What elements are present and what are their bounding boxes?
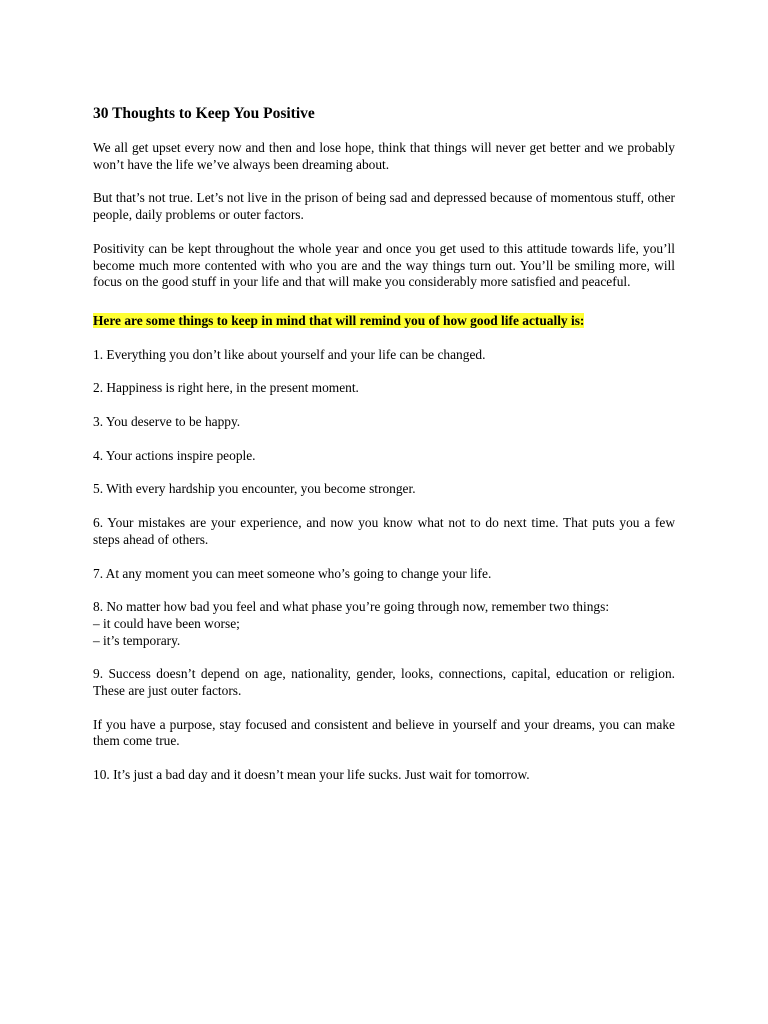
highlighted-text: Here are some things to keep in mind that will remind you of how good life actually is: xyxy=(93,312,585,328)
document-page xyxy=(93,104,675,801)
highlighted-lead-in xyxy=(93,313,675,330)
list-item-6: 6. Your mistakes are your experience, and now you know what not to do next time. That puts you a few steps ahead of others. xyxy=(93,515,675,547)
list-item-8-text: 8. No matter how bad you feel and what phase you’re going through now, remember two things: xyxy=(93,599,610,615)
list-item-8-subline-2: – it’s temporary. xyxy=(93,632,181,648)
list-item-4: 4. Your actions inspire people. xyxy=(93,447,256,463)
list-item-9-continuation: If you have a purpose, stay focused and consistent and believe in yourself and your dreams, you can make them come true. xyxy=(93,716,675,749)
list-item-9: 9. Success doesn’t depend on age, nationality, gender, looks, connections, capital, education or religion. These are just outer factors. xyxy=(93,666,675,699)
intro-paragraph-2: But that’s not true. Let’s not live in the prison of being sad and depressed because of momentous stuff, other people, daily problems or outer factors. xyxy=(93,190,675,223)
list-item-1: 1. Everything you don’t like about yourself and your life can be changed. xyxy=(93,346,486,362)
list-item-7: 7. At any moment you can meet someone who’s going to change your life. xyxy=(93,565,492,581)
list-item-10: 10. It’s just a bad day and it doesn’t mean your life sucks. Just wait for tomorrow. xyxy=(93,767,530,783)
list-item-8 xyxy=(93,599,675,649)
list-item-3: 3. You deserve to be happy. xyxy=(93,414,241,430)
intro-paragraph-3: Positivity can be kept throughout the whole year and once you get used to this attitude towards life, you’ll become much more contented with who you are and the way things turn out. You’ll be smiling more, will focus on the good stuff in your life and that will make you considerably more satisfied and peaceful. xyxy=(93,240,675,290)
document-title: 30 Thoughts to Keep You Positive xyxy=(93,105,315,122)
list-item-8-subline-1: – it could have been worse; xyxy=(93,615,240,631)
list-item-2: 2. Happiness is right here, in the present moment. xyxy=(93,380,359,396)
list-item-5: 5. With every hardship you encounter, you become stronger. xyxy=(93,481,416,497)
intro-paragraph-1: We all get upset every now and then and lose hope, think that things will never get better and we probably won’t have the life we’ve always been dreaming about. xyxy=(93,140,675,172)
